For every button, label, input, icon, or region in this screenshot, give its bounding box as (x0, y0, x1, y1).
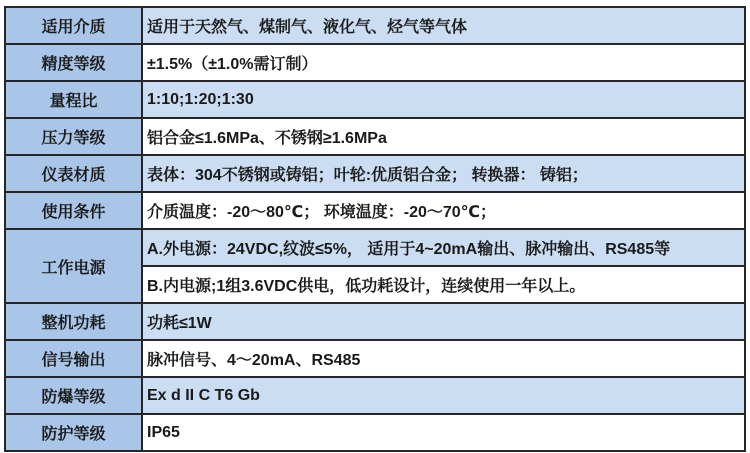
spec-label-protection-rating: 防护等级 (5, 414, 142, 451)
spec-label-power-consumption: 整机功耗 (5, 303, 142, 340)
spec-value-pressure-rating: 铝合金≤1.6MPa、不锈钢≥1.6MPa (142, 118, 745, 155)
spec-value-operating-conditions: 介质温度：-20～80℃； 环境温度：-20～70℃； (142, 192, 745, 229)
table-row (5, 340, 745, 377)
spec-label-pressure-rating: 压力等级 (5, 118, 142, 155)
table-row (5, 118, 745, 155)
spec-label-material: 仪表材质 (5, 155, 142, 192)
table-row (5, 414, 745, 451)
spec-value-power-consumption: 功耗≤1W (142, 303, 745, 340)
spec-value-medium: 适用于天然气、煤制气、液化气、烃气等气体 (142, 7, 745, 44)
spec-table (4, 6, 746, 452)
table-row (5, 377, 745, 414)
spec-value-signal-output: 脉冲信号、4～20mA、RS485 (142, 340, 745, 377)
spec-value-explosion-proof-rating: Ex d II C T6 Gb (142, 377, 745, 414)
spec-value-material: 表体：304不锈钢或铸铝；叶轮:优质铝合金； 转换器： 铸铝； (142, 155, 745, 192)
spec-value-power-supply-external: A.外电源：24VDC,纹波≤5%， 适用于4~20mA输出、脉冲输出、RS485等 (142, 229, 745, 266)
table-row (5, 155, 745, 192)
spec-label-signal-output: 信号输出 (5, 340, 142, 377)
spec-label-operating-conditions: 使用条件 (5, 192, 142, 229)
table-row (5, 229, 745, 266)
table-row (5, 44, 745, 81)
spec-label-power-supply: 工作电源 (5, 229, 142, 303)
spec-value-power-supply-internal: B.内电源;1组3.6VDC供电，低功耗设计，连续使用一年以上。 (142, 266, 745, 303)
table-row (5, 81, 745, 118)
spec-value-protection-rating: IP65 (142, 414, 745, 451)
spec-label-medium: 适用介质 (5, 7, 142, 44)
spec-value-accuracy: ±1.5%（±1.0%需订制） (142, 44, 745, 81)
spec-label-turndown-ratio: 量程比 (5, 81, 142, 118)
table-row (5, 7, 745, 44)
spec-label-accuracy: 精度等级 (5, 44, 142, 81)
table-row (5, 303, 745, 340)
spec-label-explosion-proof-rating: 防爆等级 (5, 377, 142, 414)
spec-value-turndown-ratio: 1:10;1:20;1:30 (142, 81, 745, 118)
table-row (5, 192, 745, 229)
